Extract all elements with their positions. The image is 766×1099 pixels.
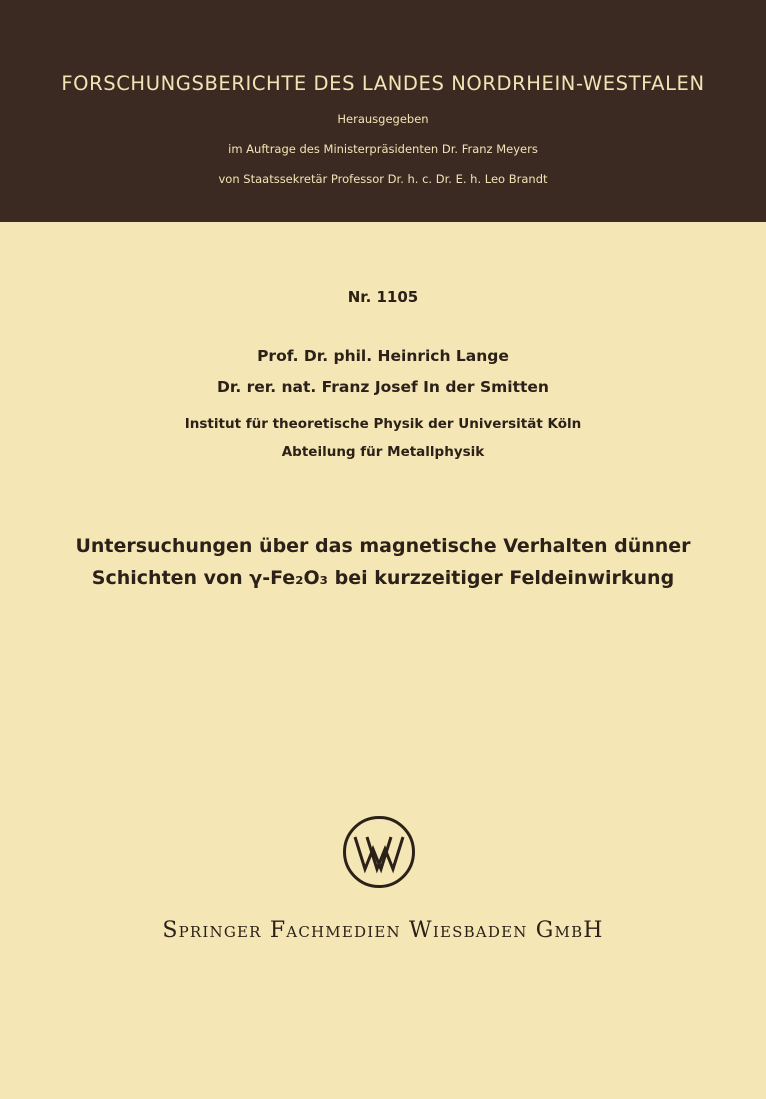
series-title: FORSCHUNGSBERICHTE DES LANDES NORDRHEIN-WESTFALEN [61,72,705,95]
publisher-name: Springer Fachmedien Wiesbaden GmbH [162,918,604,943]
institute-department: Abteilung für Metallphysik [281,444,485,460]
header-secretary-line: von Staatssekretär Professor Dr. h. c. Dr. E. h. Leo Brandt [218,172,548,186]
header-commission-line: im Auftrage des Ministerpräsidenten Dr. Franz Meyers [228,142,538,156]
report-number: Nr. 1105 [347,288,419,306]
author-2: Dr. rer. nat. Franz Josef In der Smitten [217,378,549,396]
publisher-w-logo-icon [342,815,416,889]
report-title-line-1: Untersuchungen über das magnetische Verhalten dünner [75,535,691,557]
institute-name: Institut für theoretische Physik der Universität Köln [184,416,582,432]
header-editor-line: Herausgegeben [337,112,429,126]
report-title-line-2: Schichten von γ-Fe₂O₃ bei kurzzeitiger Feldeinwirkung [91,567,675,589]
series-header-band [0,0,766,222]
author-1: Prof. Dr. phil. Heinrich Lange [257,347,509,365]
